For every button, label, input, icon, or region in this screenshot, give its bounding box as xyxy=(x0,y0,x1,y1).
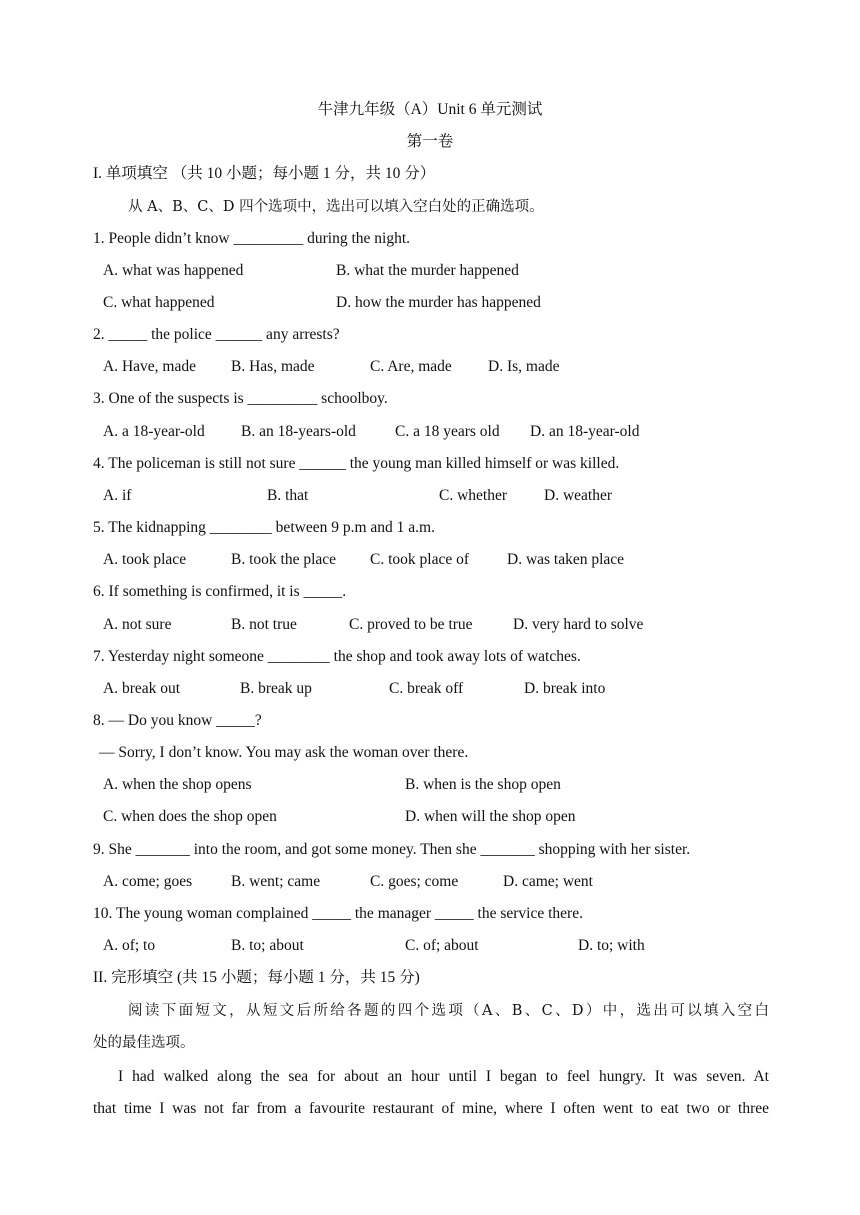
question-stem: 7. Yesterday night someone ________ the shop and took away lots of watches. xyxy=(93,648,581,665)
option-c: C. of; about xyxy=(405,937,479,954)
option-a: A. Have, made xyxy=(103,358,196,375)
option-c: C. what happened xyxy=(103,294,215,311)
option-b: B. went; came xyxy=(231,873,321,890)
exam-title: 牛津九年级（A）Unit 6 单元测试 xyxy=(317,101,543,118)
option-b: B. to; about xyxy=(231,937,304,954)
option-a: A. if xyxy=(103,487,132,504)
option-b: B. not true xyxy=(231,616,297,633)
option-c: C. took place of xyxy=(370,551,470,568)
option-c: C. whether xyxy=(439,487,508,504)
option-b: B. an 18-years-old xyxy=(241,423,356,440)
option-d: D. very hard to solve xyxy=(513,616,644,633)
option-a: A. break out xyxy=(103,680,181,697)
option-d: D. an 18-year-old xyxy=(530,423,640,440)
option-d: D. came; went xyxy=(503,873,593,890)
option-c: C. proved to be true xyxy=(349,616,473,633)
option-c: C. Are, made xyxy=(370,358,452,375)
option-b: B. what the murder happened xyxy=(336,262,519,279)
option-d: D. Is, made xyxy=(488,358,560,375)
option-d: D. weather xyxy=(544,487,612,504)
question-stem: 10. The young woman complained _____ the manager _____ the service there. xyxy=(93,905,583,922)
option-d: D. break into xyxy=(524,680,606,697)
section1-heading: I. 单项填空 （共 10 小题；每小题 1 分，共 10 分） xyxy=(93,165,436,182)
option-b: B. that xyxy=(267,487,309,504)
option-b: B. Has, made xyxy=(231,358,315,375)
passage-line: I had walked along the sea for about an hour until I began to feel hungry. It was seven. At xyxy=(118,1068,769,1085)
question-stem: 2. _____ the police ______ any arrests? xyxy=(93,326,340,343)
question-stem: 4. The policeman is still not sure ______ the young man killed himself or was killed. xyxy=(93,455,620,472)
question-stem: 3. One of the suspects is _________ schoolboy. xyxy=(93,390,388,407)
option-c: C. break off xyxy=(389,680,464,697)
section2-instruction-line2: 处的最佳选项。 xyxy=(93,1035,195,1051)
volume-label: 第一卷 xyxy=(406,133,454,150)
question-stem: 8. ― Do you know _____? xyxy=(93,712,262,729)
section2-instruction-line1: 阅读下面短文，从短文后所给各题的四个选项（A、B、C、D）中，选出可以填入空白 xyxy=(128,1003,769,1019)
option-b: B. took the place xyxy=(231,551,337,568)
question-stem: 5. The kidnapping ________ between 9 p.m and 1 a.m. xyxy=(93,519,435,536)
option-d: D. how the murder has happened xyxy=(336,294,541,311)
option-d: D. was taken place xyxy=(507,551,625,568)
option-a: A. when the shop opens xyxy=(103,776,252,793)
option-a: A. come; goes xyxy=(103,873,193,890)
option-a: A. a 18-year-old xyxy=(103,423,205,440)
question-stem: 6. If something is confirmed, it is _____. xyxy=(93,583,347,600)
section1-instruction: 从 A、B、C、D 四个选项中，选出可以填入空白处的正确选项。 xyxy=(128,199,544,215)
question-stem: 1. People didn’t know _________ during the night. xyxy=(93,230,411,247)
option-b: B. when is the shop open xyxy=(405,776,561,793)
option-a: A. what was happened xyxy=(103,262,244,279)
option-a: A. of; to xyxy=(103,937,156,954)
passage-line: that time I was not far from a favourite restaurant of mine, where I often went to eat two or three xyxy=(93,1100,769,1117)
option-c: C. when does the shop open xyxy=(103,808,277,825)
question-stem-reply: ― Sorry, I don’t know. You may ask the woman over there. xyxy=(99,744,469,761)
option-a: A. not sure xyxy=(103,616,172,633)
option-d: D. when will the shop open xyxy=(405,808,576,825)
option-d: D. to; with xyxy=(578,937,645,954)
option-c: C. goes; come xyxy=(370,873,459,890)
question-stem: 9. She _______ into the room, and got some money. Then she _______ shopping with her sister. xyxy=(93,841,691,858)
option-b: B. break up xyxy=(240,680,312,697)
option-a: A. took place xyxy=(103,551,187,568)
option-c: C. a 18 years old xyxy=(395,423,500,440)
section2-heading: II. 完形填空 (共 15 小题；每小题 1 分，共 15 分) xyxy=(93,969,420,986)
